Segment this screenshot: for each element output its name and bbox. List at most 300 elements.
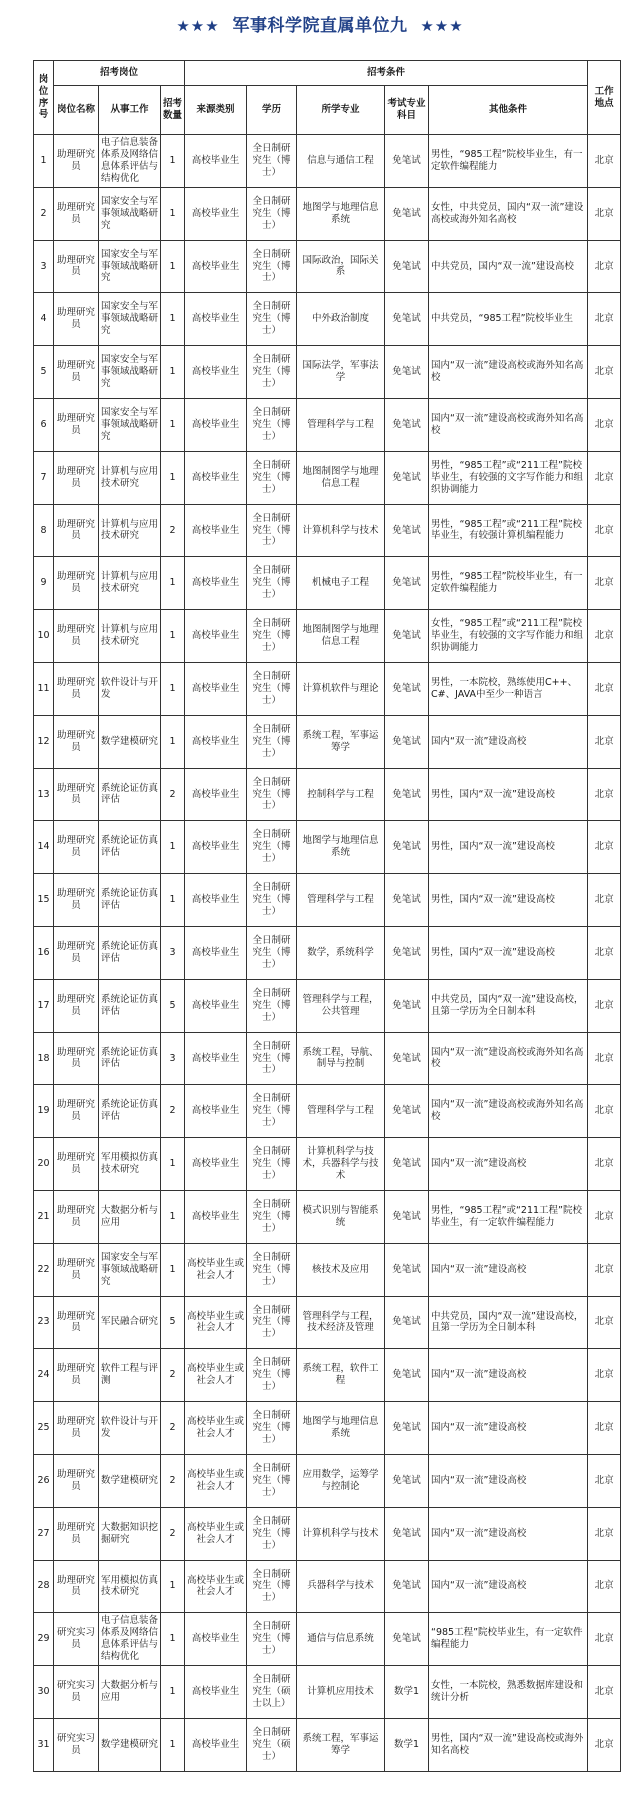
cell-source: 高校毕业生 bbox=[185, 398, 247, 451]
header-other: 其他条件 bbox=[429, 86, 588, 135]
cell-work: 软件设计与开发 bbox=[99, 1402, 161, 1455]
cell-location: 北京 bbox=[588, 1190, 621, 1243]
cell-other: 中共党员，国内“双一流”建设高校，且第一学历为全日制本科 bbox=[429, 979, 588, 1032]
cell-location: 北京 bbox=[588, 979, 621, 1032]
cell-work: 国家安全与军事领域战略研究 bbox=[99, 240, 161, 293]
cell-edu: 全日制研究生（博士） bbox=[247, 1138, 297, 1191]
cell-source: 高校毕业生或社会人才 bbox=[185, 1402, 247, 1455]
cell-post-name: 助理研究员 bbox=[54, 979, 99, 1032]
cell-work: 系统论证仿真评估 bbox=[99, 874, 161, 927]
cell-source: 高校毕业生 bbox=[185, 1085, 247, 1138]
cell-post-name: 助理研究员 bbox=[54, 1296, 99, 1349]
cell-id: 7 bbox=[34, 451, 54, 504]
table-row bbox=[34, 662, 621, 715]
cell-major: 管理科学与工程 bbox=[297, 1085, 385, 1138]
cell-other: 中共党员，国内“双一流”建设高校，且第一学历为全日制本科 bbox=[429, 1296, 588, 1349]
cell-post-name: 助理研究员 bbox=[54, 610, 99, 663]
cell-work: 计算机与应用技术研究 bbox=[99, 610, 161, 663]
cell-work: 系统论证仿真评估 bbox=[99, 1032, 161, 1085]
cell-exam: 免笔试 bbox=[385, 187, 429, 240]
cell-source: 高校毕业生 bbox=[185, 821, 247, 874]
header-post-name: 岗位名称 bbox=[54, 86, 99, 135]
cell-count: 5 bbox=[161, 979, 185, 1032]
cell-count: 2 bbox=[161, 1454, 185, 1507]
cell-other: 国内“双一流”建设高校或海外知名高校 bbox=[429, 1085, 588, 1138]
cell-count: 2 bbox=[161, 1085, 185, 1138]
cell-exam: 免笔试 bbox=[385, 821, 429, 874]
cell-other: 国内“双一流”建设高校 bbox=[429, 1560, 588, 1613]
cell-edu: 全日制研究生（博士） bbox=[247, 398, 297, 451]
cell-work: 军民融合研究 bbox=[99, 1296, 161, 1349]
cell-id: 5 bbox=[34, 346, 54, 399]
table-row bbox=[34, 1138, 621, 1191]
cell-location: 北京 bbox=[588, 1138, 621, 1191]
cell-id: 10 bbox=[34, 610, 54, 663]
cell-count: 1 bbox=[161, 240, 185, 293]
cell-source: 高校毕业生 bbox=[185, 715, 247, 768]
cell-location: 北京 bbox=[588, 610, 621, 663]
cell-work: 软件设计与开发 bbox=[99, 662, 161, 715]
table-row bbox=[34, 1243, 621, 1296]
cell-id: 12 bbox=[34, 715, 54, 768]
cell-work: 计算机与应用技术研究 bbox=[99, 557, 161, 610]
cell-exam: 免笔试 bbox=[385, 874, 429, 927]
cell-exam: 免笔试 bbox=[385, 1402, 429, 1455]
cell-major: 地图学与地理信息系统 bbox=[297, 1402, 385, 1455]
cell-edu: 全日制研究生（博士） bbox=[247, 1507, 297, 1560]
cell-count: 1 bbox=[161, 398, 185, 451]
cell-major: 中外政治制度 bbox=[297, 293, 385, 346]
cell-location: 北京 bbox=[588, 346, 621, 399]
stars-right: ★★★ bbox=[420, 17, 464, 35]
cell-other: 国内“双一流”建设高校 bbox=[429, 1138, 588, 1191]
cell-work: 大数据分析与应用 bbox=[99, 1190, 161, 1243]
cell-count: 1 bbox=[161, 293, 185, 346]
cell-major: 国际政治，国际关系 bbox=[297, 240, 385, 293]
cell-location: 北京 bbox=[588, 1507, 621, 1560]
table-row bbox=[34, 821, 621, 874]
cell-major: 机械电子工程 bbox=[297, 557, 385, 610]
header-work: 从事工作 bbox=[99, 86, 161, 135]
cell-count: 1 bbox=[161, 1243, 185, 1296]
cell-edu: 全日制研究生（博士） bbox=[247, 187, 297, 240]
cell-work: 数学建模研究 bbox=[99, 1454, 161, 1507]
cell-edu: 全日制研究生（博士） bbox=[247, 1032, 297, 1085]
cell-count: 1 bbox=[161, 557, 185, 610]
cell-edu: 全日制研究生（博士） bbox=[247, 1190, 297, 1243]
cell-exam: 免笔试 bbox=[385, 1613, 429, 1666]
cell-post-name: 助理研究员 bbox=[54, 557, 99, 610]
cell-count: 3 bbox=[161, 1032, 185, 1085]
table-row bbox=[34, 135, 621, 188]
cell-exam: 免笔试 bbox=[385, 135, 429, 188]
cell-location: 北京 bbox=[588, 293, 621, 346]
cell-edu: 全日制研究生（硕士以上） bbox=[247, 1666, 297, 1719]
cell-post-name: 助理研究员 bbox=[54, 662, 99, 715]
cell-work: 计算机与应用技术研究 bbox=[99, 504, 161, 557]
cell-source: 高校毕业生 bbox=[185, 1718, 247, 1771]
cell-id: 21 bbox=[34, 1190, 54, 1243]
cell-post-name: 助理研究员 bbox=[54, 1138, 99, 1191]
cell-major: 核技术及应用 bbox=[297, 1243, 385, 1296]
cell-count: 2 bbox=[161, 504, 185, 557]
cell-post-name: 研究实习员 bbox=[54, 1613, 99, 1666]
header-source: 来源类别 bbox=[185, 86, 247, 135]
title-text: 军事科学院直属单位九 bbox=[232, 16, 408, 36]
cell-edu: 全日制研究生（博士） bbox=[247, 557, 297, 610]
cell-source: 高校毕业生或社会人才 bbox=[185, 1454, 247, 1507]
cell-edu: 全日制研究生（博士） bbox=[247, 610, 297, 663]
cell-source: 高校毕业生 bbox=[185, 504, 247, 557]
cell-other: “985工程”院校毕业生，有一定软件编程能力 bbox=[429, 1613, 588, 1666]
cell-edu: 全日制研究生（博士） bbox=[247, 1454, 297, 1507]
cell-source: 高校毕业生 bbox=[185, 1666, 247, 1719]
cell-location: 北京 bbox=[588, 662, 621, 715]
cell-work: 系统论证仿真评估 bbox=[99, 926, 161, 979]
cell-post-name: 研究实习员 bbox=[54, 1666, 99, 1719]
cell-major: 管理科学与工程，技术经济及管理 bbox=[297, 1296, 385, 1349]
cell-exam: 免笔试 bbox=[385, 1560, 429, 1613]
cell-other: 国内“双一流”建设高校 bbox=[429, 1349, 588, 1402]
cell-other: 中共党员，国内“双一流”建设高校 bbox=[429, 240, 588, 293]
table-row bbox=[34, 1454, 621, 1507]
cell-post-name: 助理研究员 bbox=[54, 1560, 99, 1613]
cell-id: 20 bbox=[34, 1138, 54, 1191]
table-row bbox=[34, 1718, 621, 1771]
cell-location: 北京 bbox=[588, 1349, 621, 1402]
cell-location: 北京 bbox=[588, 1243, 621, 1296]
cell-source: 高校毕业生 bbox=[185, 926, 247, 979]
cell-edu: 全日制研究生（博士） bbox=[247, 821, 297, 874]
cell-other: 男性，国内“双一流”建设高校 bbox=[429, 874, 588, 927]
cell-id: 14 bbox=[34, 821, 54, 874]
cell-other: 国内“双一流”建设高校 bbox=[429, 1402, 588, 1455]
cell-count: 2 bbox=[161, 768, 185, 821]
header-id: 岗位序号 bbox=[34, 61, 54, 135]
table-row bbox=[34, 1613, 621, 1666]
recruitment-table-wrap bbox=[33, 60, 620, 1772]
cell-count: 1 bbox=[161, 187, 185, 240]
cell-post-name: 助理研究员 bbox=[54, 1507, 99, 1560]
cell-edu: 全日制研究生（博士） bbox=[247, 1402, 297, 1455]
cell-exam: 免笔试 bbox=[385, 1085, 429, 1138]
table-row bbox=[34, 979, 621, 1032]
cell-location: 北京 bbox=[588, 451, 621, 504]
cell-location: 北京 bbox=[588, 1402, 621, 1455]
cell-id: 9 bbox=[34, 557, 54, 610]
cell-id: 26 bbox=[34, 1454, 54, 1507]
cell-id: 17 bbox=[34, 979, 54, 1032]
header-count: 招考数量 bbox=[161, 86, 185, 135]
cell-post-name: 助理研究员 bbox=[54, 346, 99, 399]
cell-count: 2 bbox=[161, 1402, 185, 1455]
cell-exam: 免笔试 bbox=[385, 398, 429, 451]
cell-post-name: 助理研究员 bbox=[54, 768, 99, 821]
cell-post-name: 助理研究员 bbox=[54, 821, 99, 874]
table-row bbox=[34, 504, 621, 557]
cell-count: 3 bbox=[161, 926, 185, 979]
cell-location: 北京 bbox=[588, 1032, 621, 1085]
cell-count: 1 bbox=[161, 874, 185, 927]
cell-source: 高校毕业生 bbox=[185, 1190, 247, 1243]
cell-major: 计算机应用技术 bbox=[297, 1666, 385, 1719]
table-row bbox=[34, 557, 621, 610]
cell-work: 国家安全与军事领域战略研究 bbox=[99, 187, 161, 240]
cell-major: 系统工程，导航、制导与控制 bbox=[297, 1032, 385, 1085]
cell-work: 系统论证仿真评估 bbox=[99, 979, 161, 1032]
table-row bbox=[34, 1666, 621, 1719]
cell-location: 北京 bbox=[588, 1613, 621, 1666]
cell-other: 男性，“985工程”院校毕业生，有一定软件编程能力 bbox=[429, 135, 588, 188]
cell-other: 男性，“985工程”或“211工程”院校毕业生，有较强计算机编程能力 bbox=[429, 504, 588, 557]
table-row bbox=[34, 346, 621, 399]
cell-edu: 全日制研究生（博士） bbox=[247, 768, 297, 821]
cell-exam: 免笔试 bbox=[385, 1349, 429, 1402]
cell-location: 北京 bbox=[588, 557, 621, 610]
cell-post-name: 助理研究员 bbox=[54, 398, 99, 451]
cell-work: 军用模拟仿真技术研究 bbox=[99, 1138, 161, 1191]
cell-major: 信息与通信工程 bbox=[297, 135, 385, 188]
table-row bbox=[34, 1190, 621, 1243]
cell-post-name: 研究实习员 bbox=[54, 1718, 99, 1771]
cell-count: 1 bbox=[161, 135, 185, 188]
cell-exam: 免笔试 bbox=[385, 240, 429, 293]
cell-id: 23 bbox=[34, 1296, 54, 1349]
cell-source: 高校毕业生 bbox=[185, 346, 247, 399]
cell-count: 5 bbox=[161, 1296, 185, 1349]
cell-other: 国内“双一流”建设高校或海外知名高校 bbox=[429, 346, 588, 399]
cell-location: 北京 bbox=[588, 240, 621, 293]
cell-exam: 免笔试 bbox=[385, 557, 429, 610]
cell-source: 高校毕业生 bbox=[185, 768, 247, 821]
cell-major: 计算机软件与理论 bbox=[297, 662, 385, 715]
table-row bbox=[34, 768, 621, 821]
cell-id: 16 bbox=[34, 926, 54, 979]
cell-major: 地图学与地理信息系统 bbox=[297, 187, 385, 240]
table-row bbox=[34, 610, 621, 663]
cell-major: 控制科学与工程 bbox=[297, 768, 385, 821]
table-row bbox=[34, 715, 621, 768]
cell-other: 男性，国内“双一流”建设高校 bbox=[429, 768, 588, 821]
cell-count: 1 bbox=[161, 610, 185, 663]
cell-source: 高校毕业生 bbox=[185, 557, 247, 610]
cell-location: 北京 bbox=[588, 821, 621, 874]
cell-major: 地图学与地理信息系统 bbox=[297, 821, 385, 874]
cell-work: 系统论证仿真评估 bbox=[99, 1085, 161, 1138]
page-title bbox=[0, 0, 640, 52]
cell-source: 高校毕业生 bbox=[185, 135, 247, 188]
cell-exam: 免笔试 bbox=[385, 979, 429, 1032]
cell-other: 中共党员，“985工程”院校毕业生 bbox=[429, 293, 588, 346]
cell-other: 男性，“985工程”或“211工程”院校毕业生，有较强的文字写作能力和组织协调能力 bbox=[429, 451, 588, 504]
cell-edu: 全日制研究生（博士） bbox=[247, 926, 297, 979]
cell-source: 高校毕业生或社会人才 bbox=[185, 1560, 247, 1613]
cell-location: 北京 bbox=[588, 504, 621, 557]
cell-location: 北京 bbox=[588, 1454, 621, 1507]
cell-post-name: 助理研究员 bbox=[54, 874, 99, 927]
cell-exam: 免笔试 bbox=[385, 610, 429, 663]
cell-id: 27 bbox=[34, 1507, 54, 1560]
cell-source: 高校毕业生或社会人才 bbox=[185, 1349, 247, 1402]
cell-post-name: 助理研究员 bbox=[54, 135, 99, 188]
table-row bbox=[34, 1032, 621, 1085]
cell-exam: 免笔试 bbox=[385, 715, 429, 768]
cell-count: 1 bbox=[161, 1190, 185, 1243]
cell-edu: 全日制研究生（博士） bbox=[247, 346, 297, 399]
cell-edu: 全日制研究生（博士） bbox=[247, 451, 297, 504]
cell-source: 高校毕业生或社会人才 bbox=[185, 1507, 247, 1560]
cell-source: 高校毕业生或社会人才 bbox=[185, 1243, 247, 1296]
cell-other: 男性，“985工程”或“211工程”院校毕业生，有一定软件编程能力 bbox=[429, 1190, 588, 1243]
cell-other: 国内“双一流”建设高校或海外知名高校 bbox=[429, 1032, 588, 1085]
cell-post-name: 助理研究员 bbox=[54, 1032, 99, 1085]
cell-id: 6 bbox=[34, 398, 54, 451]
cell-major: 数学，系统科学 bbox=[297, 926, 385, 979]
cell-count: 1 bbox=[161, 715, 185, 768]
cell-exam: 免笔试 bbox=[385, 346, 429, 399]
cell-source: 高校毕业生 bbox=[185, 451, 247, 504]
cell-work: 系统论证仿真评估 bbox=[99, 768, 161, 821]
cell-major: 管理科学与工程 bbox=[297, 398, 385, 451]
cell-major: 兵器科学与技术 bbox=[297, 1560, 385, 1613]
cell-post-name: 助理研究员 bbox=[54, 715, 99, 768]
header-edu: 学历 bbox=[247, 86, 297, 135]
cell-count: 1 bbox=[161, 1666, 185, 1719]
cell-exam: 免笔试 bbox=[385, 1454, 429, 1507]
cell-exam: 免笔试 bbox=[385, 1032, 429, 1085]
cell-count: 1 bbox=[161, 1560, 185, 1613]
cell-major: 系统工程，军事运筹学 bbox=[297, 715, 385, 768]
cell-post-name: 助理研究员 bbox=[54, 926, 99, 979]
cell-id: 24 bbox=[34, 1349, 54, 1402]
cell-id: 13 bbox=[34, 768, 54, 821]
cell-other: 女性，“985工程”或“211工程”院校毕业生，有较强的文字写作能力和组织协调能力 bbox=[429, 610, 588, 663]
cell-exam: 免笔试 bbox=[385, 768, 429, 821]
cell-exam: 免笔试 bbox=[385, 451, 429, 504]
cell-location: 北京 bbox=[588, 1085, 621, 1138]
cell-other: 男性，“985工程”院校毕业生，有一定软件编程能力 bbox=[429, 557, 588, 610]
cell-source: 高校毕业生 bbox=[185, 187, 247, 240]
cell-count: 2 bbox=[161, 1507, 185, 1560]
cell-work: 国家安全与军事领域战略研究 bbox=[99, 346, 161, 399]
cell-work: 系统论证仿真评估 bbox=[99, 821, 161, 874]
cell-location: 北京 bbox=[588, 715, 621, 768]
cell-major: 计算机科学与技术 bbox=[297, 1507, 385, 1560]
header-group-conditions: 招考条件 bbox=[185, 61, 588, 86]
cell-edu: 全日制研究生（博士） bbox=[247, 504, 297, 557]
recruitment-table bbox=[33, 60, 621, 1772]
cell-major: 地图制图学与地理信息工程 bbox=[297, 451, 385, 504]
cell-source: 高校毕业生 bbox=[185, 240, 247, 293]
cell-exam: 免笔试 bbox=[385, 926, 429, 979]
table-row bbox=[34, 1349, 621, 1402]
cell-work: 大数据知识挖掘研究 bbox=[99, 1507, 161, 1560]
cell-exam: 免笔试 bbox=[385, 1190, 429, 1243]
cell-id: 4 bbox=[34, 293, 54, 346]
cell-edu: 全日制研究生（博士） bbox=[247, 240, 297, 293]
cell-post-name: 助理研究员 bbox=[54, 293, 99, 346]
cell-edu: 全日制研究生（博士） bbox=[247, 715, 297, 768]
cell-edu: 全日制研究生（博士） bbox=[247, 662, 297, 715]
cell-major: 模式识别与智能系统 bbox=[297, 1190, 385, 1243]
cell-exam: 免笔试 bbox=[385, 1243, 429, 1296]
table-row bbox=[34, 1402, 621, 1455]
cell-work: 国家安全与军事领域战略研究 bbox=[99, 1243, 161, 1296]
cell-post-name: 助理研究员 bbox=[54, 1454, 99, 1507]
cell-id: 3 bbox=[34, 240, 54, 293]
cell-major: 管理科学与工程 bbox=[297, 874, 385, 927]
cell-location: 北京 bbox=[588, 874, 621, 927]
cell-id: 29 bbox=[34, 1613, 54, 1666]
cell-major: 计算机科学与技术 bbox=[297, 504, 385, 557]
table-row bbox=[34, 293, 621, 346]
cell-post-name: 助理研究员 bbox=[54, 451, 99, 504]
cell-source: 高校毕业生或社会人才 bbox=[185, 1296, 247, 1349]
cell-edu: 全日制研究生（博士） bbox=[247, 1085, 297, 1138]
table-row bbox=[34, 1560, 621, 1613]
cell-post-name: 助理研究员 bbox=[54, 1190, 99, 1243]
cell-major: 应用数学，运筹学与控制论 bbox=[297, 1454, 385, 1507]
cell-id: 25 bbox=[34, 1402, 54, 1455]
table-row bbox=[34, 187, 621, 240]
cell-source: 高校毕业生 bbox=[185, 662, 247, 715]
cell-other: 国内“双一流”建设高校 bbox=[429, 715, 588, 768]
cell-source: 高校毕业生 bbox=[185, 293, 247, 346]
cell-other: 女性，一本院校，熟悉数据库建设和统计分析 bbox=[429, 1666, 588, 1719]
cell-other: 国内“双一流”建设高校 bbox=[429, 1454, 588, 1507]
cell-post-name: 助理研究员 bbox=[54, 1243, 99, 1296]
cell-work: 国家安全与军事领域战略研究 bbox=[99, 398, 161, 451]
table-row bbox=[34, 398, 621, 451]
cell-post-name: 助理研究员 bbox=[54, 187, 99, 240]
cell-other: 男性，国内“双一流”建设高校 bbox=[429, 821, 588, 874]
cell-major: 系统工程，军事运筹学 bbox=[297, 1718, 385, 1771]
cell-count: 1 bbox=[161, 346, 185, 399]
header-location: 工作地点 bbox=[588, 61, 621, 135]
cell-major: 管理科学与工程，公共管理 bbox=[297, 979, 385, 1032]
cell-other: 女性，中共党员，国内“双一流”建设高校或海外知名高校 bbox=[429, 187, 588, 240]
table-body bbox=[34, 135, 621, 1772]
cell-post-name: 助理研究员 bbox=[54, 240, 99, 293]
cell-id: 19 bbox=[34, 1085, 54, 1138]
cell-exam: 数学1 bbox=[385, 1666, 429, 1719]
cell-edu: 全日制研究生（博士） bbox=[247, 979, 297, 1032]
stars-left: ★★★ bbox=[176, 17, 220, 35]
cell-major: 通信与信息系统 bbox=[297, 1613, 385, 1666]
cell-post-name: 助理研究员 bbox=[54, 1402, 99, 1455]
cell-location: 北京 bbox=[588, 135, 621, 188]
cell-work: 大数据分析与应用 bbox=[99, 1666, 161, 1719]
table-row bbox=[34, 1296, 621, 1349]
cell-count: 1 bbox=[161, 821, 185, 874]
cell-edu: 全日制研究生（博士） bbox=[247, 874, 297, 927]
cell-edu: 全日制研究生（博士） bbox=[247, 135, 297, 188]
cell-id: 18 bbox=[34, 1032, 54, 1085]
header-exam: 考试专业科目 bbox=[385, 86, 429, 135]
cell-exam: 免笔试 bbox=[385, 662, 429, 715]
cell-edu: 全日制研究生（博士） bbox=[247, 1560, 297, 1613]
cell-work: 计算机与应用技术研究 bbox=[99, 451, 161, 504]
cell-edu: 全日制研究生（硕士） bbox=[247, 1718, 297, 1771]
table-row bbox=[34, 926, 621, 979]
cell-location: 北京 bbox=[588, 398, 621, 451]
cell-post-name: 助理研究员 bbox=[54, 1085, 99, 1138]
cell-id: 31 bbox=[34, 1718, 54, 1771]
cell-major: 计算机科学与技术，兵器科学与技术 bbox=[297, 1138, 385, 1191]
cell-other: 国内“双一流”建设高校或海外知名高校 bbox=[429, 398, 588, 451]
cell-count: 1 bbox=[161, 451, 185, 504]
cell-exam: 免笔试 bbox=[385, 293, 429, 346]
